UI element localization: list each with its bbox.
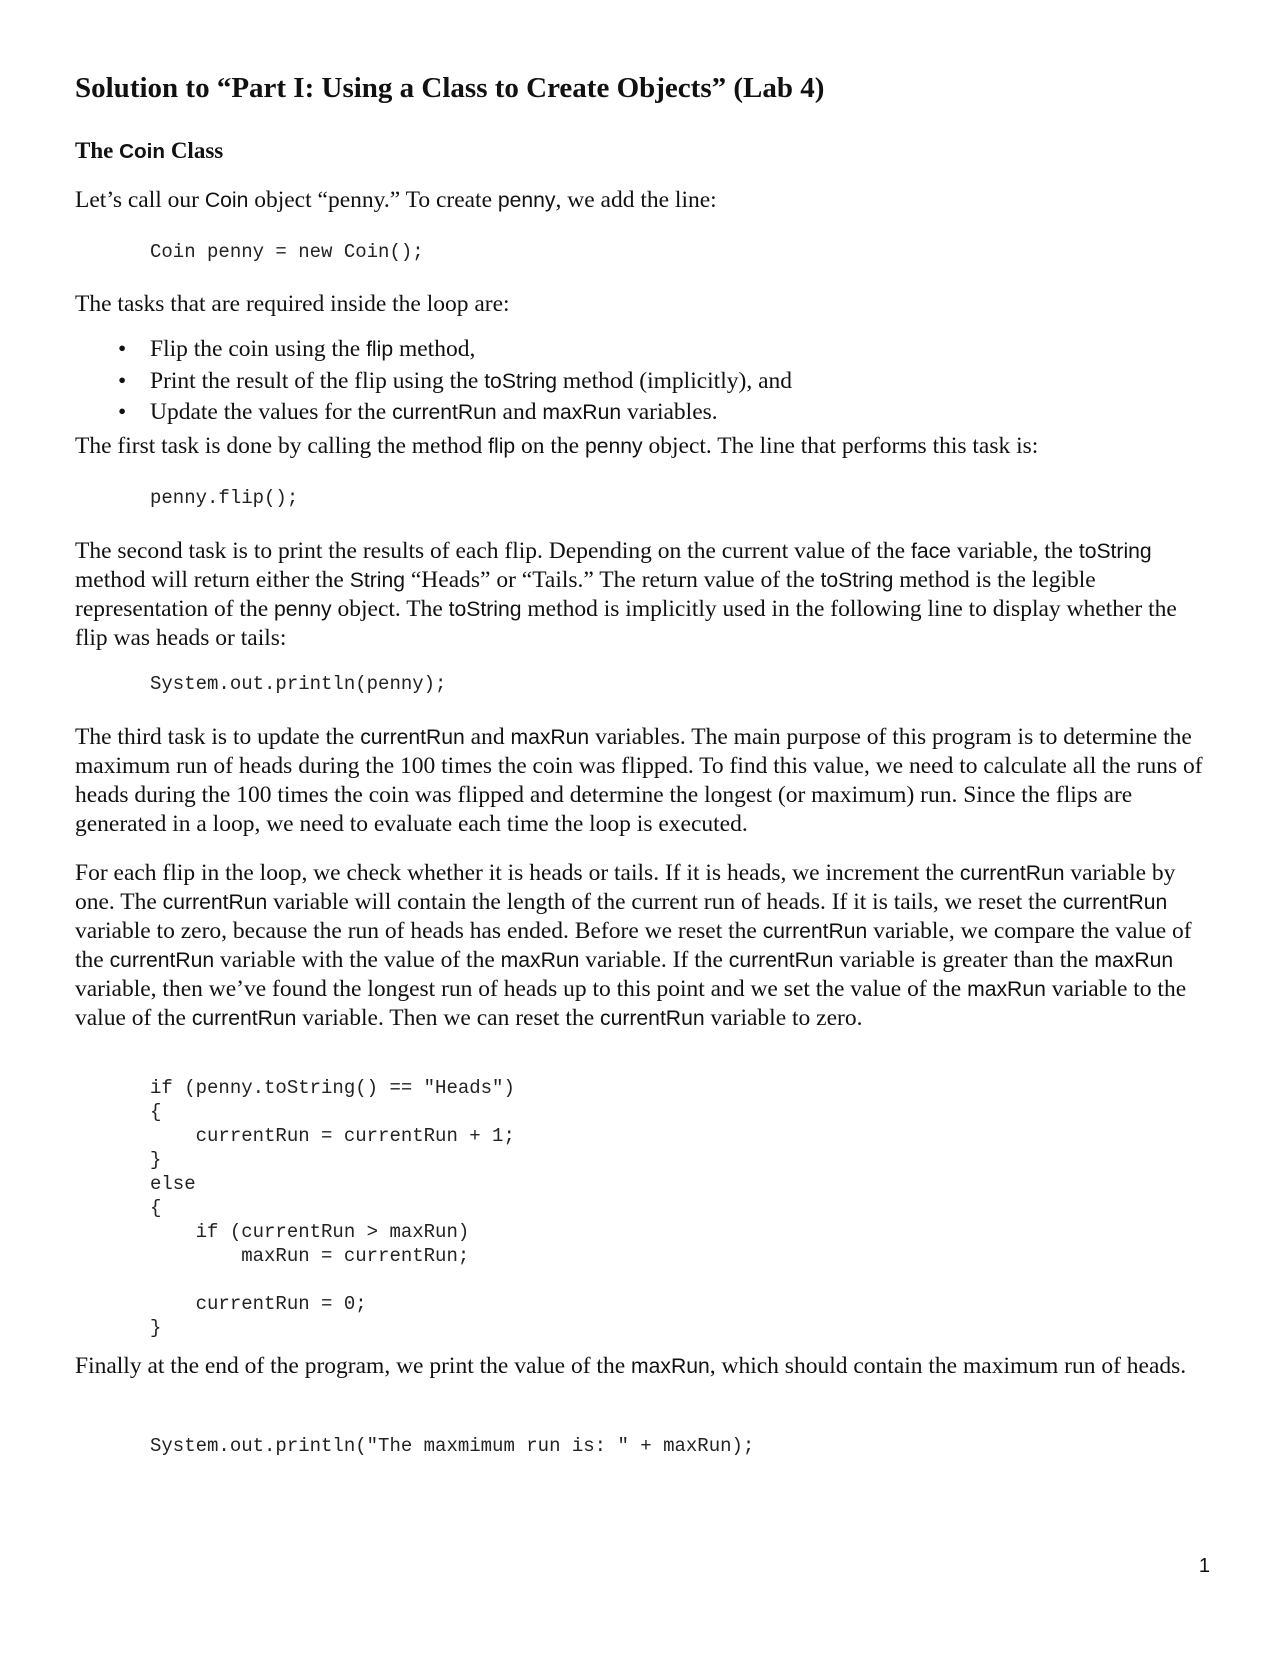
each-flip-paragraph: For each flip in the loop, we check whether it is heads or tails. If it is heads, we increment the currentRun variable by one. The currentRun variable will contain the length of the current run of heads. If it is tails, we reset the currentRun variable to zero, because the run of heads has ended. Before we reset the currentRun variable, we compare the value of the currentRun variable with the value of the maxRun variable. If the currentRun variable is greater than the maxRun variable, then we’ve found the longest run of heads up to this point and we set the value of the maxRun variable to the value of the currentRun variable. Then we can reset the currentRun variable to zero.: [75, 860, 1192, 1031]
code-run-logic: if (penny.toString() == "Heads") { currentRun = currentRun + 1; } else { if (currentRun > maxRun) maxRun = currentRun; currentRun = 0; }: [150, 1077, 515, 1339]
tasks-intro: The tasks that are required inside the loop are:: [75, 291, 510, 317]
document-title: Solution to “Part I: Using a Class to Create Objects” (Lab 4): [75, 72, 825, 104]
finally-paragraph: Finally at the end of the program, we print the value of the maxRun, which should contain the maximum run of heads.: [75, 1353, 1187, 1379]
bullet-icon: •: [118, 336, 127, 362]
code-println-penny: System.out.println(penny);: [150, 673, 447, 695]
code-println-maxrun: System.out.println("The maxmimum run is: " + maxRun);: [150, 1435, 755, 1457]
first-task-paragraph: The first task is done by calling the method flip on the penny object. The line that performs this task is:: [75, 433, 1039, 459]
third-task-paragraph: The third task is to update the currentRun and maxRun variables. The main purpose of this program is to determine the maximum run of heads during the 100 times the coin was flipped. To find this value, we need to calculate all the runs of heads during the 100 times the coin was flipped and determine the longest (or maximum) run. Since the flips are generated in a loop, we need to evaluate each time the loop is executed.: [75, 724, 1203, 837]
code-create-penny: Coin penny = new Coin();: [150, 241, 424, 263]
task-list: [75, 334, 792, 429]
bullet-icon: •: [118, 399, 127, 425]
code-flip: penny.flip();: [150, 487, 299, 509]
bullet-icon: •: [118, 367, 127, 394]
intro-paragraph: Let’s call our Coin object “penny.” To create penny, we add the line:: [75, 187, 717, 213]
list-item: • Print the result of the flip using the toString method (implicitly), and: [75, 366, 792, 398]
list-item: • Flip the coin using the flip method,: [75, 334, 792, 366]
list-item: • Update the values for the currentRun and maxRun variables.: [75, 397, 792, 429]
second-task-paragraph: The second task is to print the results of each flip. Depending on the current value of the face variable, the toString method will return either the String “Heads” or “Tails.” The return value of the toString method is the legible representation of the penny object. The toString method is implicitly used in the following line to display whether the flip was heads or tails:: [75, 538, 1177, 651]
section-heading: The Coin Class: [75, 138, 224, 163]
page-number: 1: [1198, 1555, 1210, 1577]
